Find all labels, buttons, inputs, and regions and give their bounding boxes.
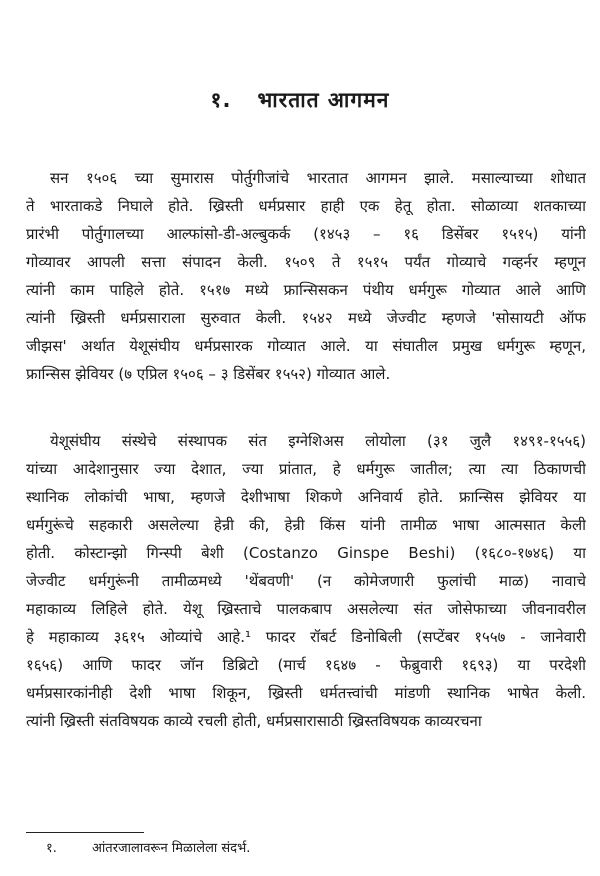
text-line: जेज्वीट धर्मगुरूंनी तामीळमध्ये 'थेंबवणी' (न कोमेजणारी फुलांची माळ) नावाचे [26,572,586,590]
paragraph-1 [26,164,586,388]
text-line: ते भारताकडे निघाले होते. ख्रिस्ती धर्मप्रसार हाही एक हेतू होता. सोळाव्या शतकाच्या [26,197,586,215]
text-line: त्यांनी ख्रिस्ती संतविषयक काव्ये रचली होती, धर्मप्रसारासाठी ख्रिस्तविषयक काव्यरचना [26,712,482,730]
footnote-divider [26,832,144,833]
text-line: धर्मप्रसारकांनीही देशी भाषा शिकून, ख्रिस्ती धर्मतत्त्वांची मांडणी स्थानिक भाषेत केली. [26,684,586,702]
text-line: स्थानिक लोकांची भाषा, म्हणजे देशीभाषा शिकणे अनिवार्य होते. फ्रान्सिस झेवियर या [26,488,586,506]
paragraph-2 [26,427,586,735]
text-line: फ्रान्सिस झेवियर (७ एप्रिल १५०६ – ३ डिसेंबर १५५२) गोव्यात आले. [26,365,391,383]
text-line: महाकाव्य लिहिले होते. येशू ख्रिस्ताचे पालकबाप असलेल्या संत जोसेफाच्या जीवनावरील [26,600,586,618]
text-line: सन १५०६ च्या सुमारास पोर्तुगीजांचे भारतात आगमन झाले. मसाल्याच्या शोधात [50,169,586,187]
footnote-number: १. [46,841,57,856]
text-line: त्यांनी काम पाहिले होते. १५१७ मध्ये फ्रान्सिसकन पंथीय धर्मगुरू गोव्यात आले आणि [26,281,586,299]
text-line: यांच्या आदेशानुसार ज्या देशात, ज्या प्रांतात, हे धर्मगुरू जातील; त्या त्या ठिकाणची [26,460,586,478]
chapter-heading [0,86,600,114]
text-line: येशूसंघीय संस्थेचे संस्थापक संत इग्नेशिअस लोयोला (३१ जुलै १४९१-१५५६) [50,432,586,450]
text-line: जीझस' अर्थात येशूसंघीय धर्मप्रसारक गोव्यात आले. या संघातील प्रमुख धर्मगुरू म्हणून, [26,337,586,355]
footnote [46,836,250,862]
footnote-text: आंतरजालावरून मिळालेला संदर्भ. [92,841,251,856]
text-line: हे महाकाव्य ३६१५ ओव्यांचे आहे.¹ फादर रॉबर्ट डिनोबिली (सप्टेंबर १५५७ - जानेवारी [26,628,586,646]
chapter-number: १. [210,88,232,112]
chapter-title: भारतात आगमन [257,88,390,112]
text-line: प्रारंभी पोर्तुगालच्या आल्फांसो-डी-अल्बुकर्क (१४५३ – १६ डिसेंबर १५१५) यांनी [26,225,586,243]
text-line: १६५६) आणि फादर जॉन डिब्रिटो (मार्च १६४७ - फेब्रुवारी १६९३) या परदेशी [26,656,586,674]
text-line: त्यांनी ख्रिस्ती धर्मप्रसाराला सुरुवात केली. १५४२ मध्ये जेज्वीट म्हणजे 'सोसायटी ऑफ [26,309,586,327]
text-line: धर्मगुरूंचे सहकारी असलेल्या हेन्री की, हेन्री किंस यांनी तामीळ भाषा आत्मसात केली [26,516,586,534]
text-line: गोव्यावर आपली सत्ता संपादन केली. १५०९ ते १५१५ पर्यंत गोव्याचे गव्हर्नर म्हणून [26,253,586,271]
text-line: होती. कोस्टान्झो गिन्स्पी बेशी (Costanzo Ginspe Beshi) (१६८०-१७४६) या [26,544,586,562]
